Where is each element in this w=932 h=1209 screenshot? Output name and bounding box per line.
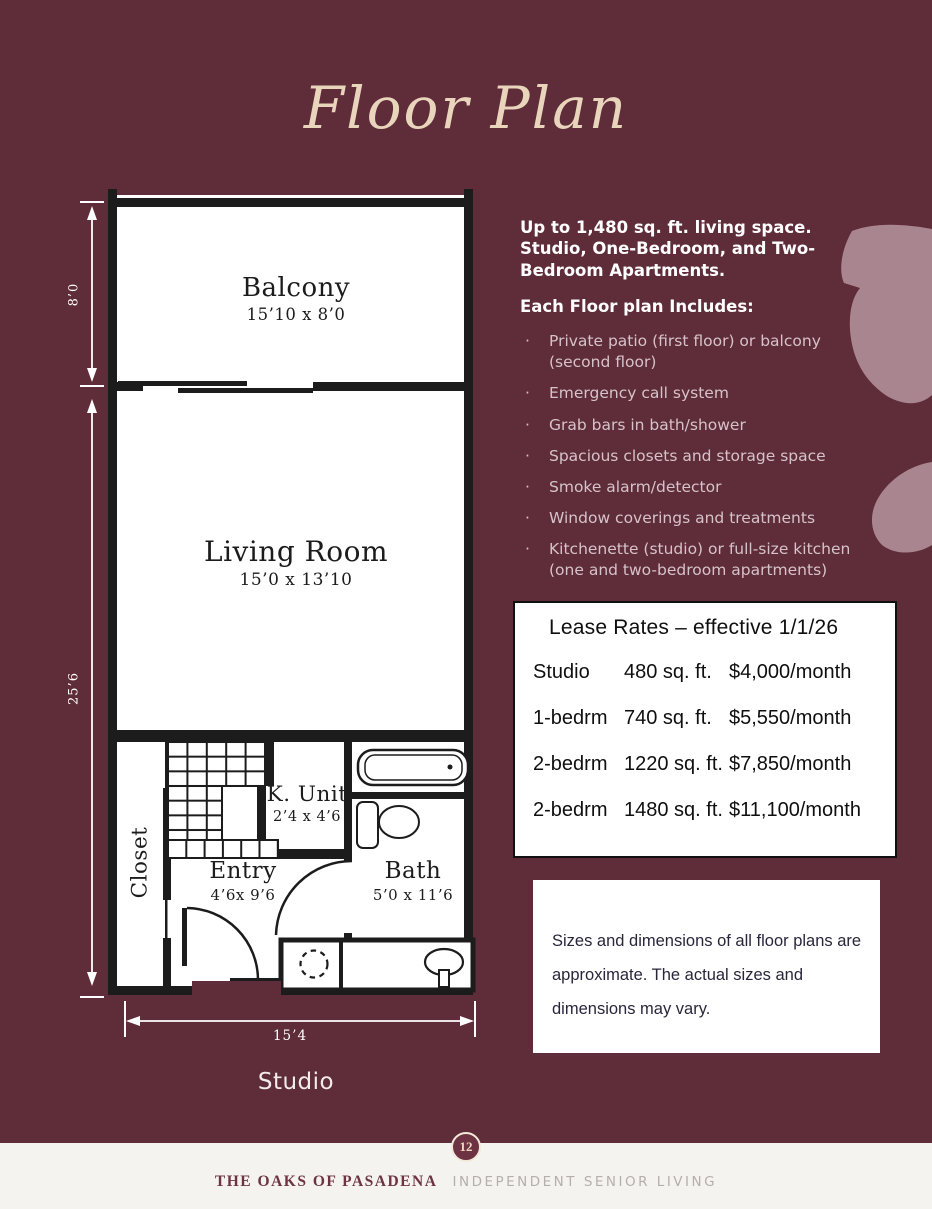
feature-item-label: Emergency call system bbox=[549, 384, 729, 403]
feature-item bbox=[520, 508, 872, 529]
lease-rate-row bbox=[533, 707, 895, 730]
lease-rates-box bbox=[513, 601, 897, 858]
bathtub-icon bbox=[358, 750, 468, 785]
dim-overall-width: 15’4 bbox=[272, 1028, 308, 1044]
lease-rate-row bbox=[533, 799, 895, 822]
room-entry: Entry 4’6x 9’6 bbox=[209, 858, 277, 904]
feature-item-label: Smoke alarm/detector bbox=[549, 477, 722, 496]
intro-heading: Up to 1,480 sq. ft. living space. Studio, One-Bedroom, and Two-Bedroom Apartments. bbox=[520, 218, 816, 280]
feature-item bbox=[520, 383, 872, 404]
footer bbox=[0, 1171, 932, 1191]
bullet-dot-icon: · bbox=[525, 332, 530, 351]
disclaimer-box bbox=[533, 880, 880, 1053]
bullet-dot-icon: · bbox=[525, 539, 530, 558]
vanity-counter bbox=[281, 940, 473, 990]
dim-overall-depth: 25’6 bbox=[66, 672, 82, 705]
lease-rate-row bbox=[533, 753, 895, 776]
lease-unit-type: Studio bbox=[533, 661, 590, 683]
feature-item-label: Window coverings and treatments bbox=[549, 508, 816, 527]
feature-item bbox=[520, 415, 872, 436]
lease-unit-size: 740 sq. ft. bbox=[624, 707, 712, 729]
lease-unit-price: $7,850/month bbox=[729, 753, 852, 775]
feature-item bbox=[520, 539, 872, 581]
room-living-room: Living Room 15’0 x 13’10 bbox=[203, 535, 389, 590]
dim-balcony-depth: 8’0 bbox=[66, 282, 82, 307]
footer-brand: THE OAKS OF PASADENA bbox=[214, 1173, 438, 1190]
lease-unit-type: 2-bedrm bbox=[533, 799, 608, 821]
bullet-dot-icon: · bbox=[525, 446, 530, 465]
page-title: Floor Plan bbox=[303, 74, 629, 142]
plan-caption: Studio bbox=[257, 1069, 335, 1095]
lease-rates-table bbox=[533, 661, 895, 822]
faucet-icon bbox=[439, 970, 449, 987]
threshold-line bbox=[230, 978, 281, 981]
feature-item-label: Private patio (first floor) or balcony (second floor) bbox=[549, 332, 821, 372]
footer-tagline: INDEPENDENT SENIOR LIVING bbox=[452, 1174, 718, 1190]
floor-plan bbox=[60, 185, 480, 1105]
lease-unit-price: $11,100/month bbox=[729, 799, 861, 821]
lease-unit-type: 2-bedrm bbox=[533, 753, 608, 775]
feature-item-label: Grab bars in bath/shower bbox=[549, 415, 746, 434]
page-number-badge: 12 bbox=[451, 1132, 481, 1162]
lease-unit-price: $5,550/month bbox=[729, 707, 852, 729]
feature-item bbox=[520, 331, 872, 373]
feature-list bbox=[520, 331, 872, 581]
door-opening bbox=[192, 981, 281, 995]
feature-item bbox=[520, 477, 872, 498]
feature-item bbox=[520, 446, 872, 467]
lease-unit-size: 480 sq. ft. bbox=[624, 661, 712, 683]
intro-section bbox=[520, 217, 888, 591]
lease-unit-size: 1220 sq. ft. bbox=[624, 753, 723, 775]
disclaimer-text: Sizes and dimensions of all floor plans are approximate. The actual sizes and dimensions may vary. bbox=[552, 932, 862, 1018]
lease-unit-price: $4,000/month bbox=[729, 661, 852, 683]
lease-unit-type: 1-bedrm bbox=[533, 707, 608, 729]
room-closet: Closet bbox=[127, 826, 153, 899]
feature-item-label: Spacious closets and storage space bbox=[549, 446, 826, 465]
room-bath: Bath 5’0 x 11’6 bbox=[372, 858, 454, 904]
lease-unit-size: 1480 sq. ft. bbox=[624, 799, 723, 821]
lease-rates-title: Lease Rates – effective 1/1/26 bbox=[549, 616, 839, 639]
bullet-dot-icon: · bbox=[525, 384, 530, 403]
bullet-dot-icon: · bbox=[525, 508, 530, 527]
intro-subheading: Each Floor plan Includes: bbox=[520, 297, 754, 317]
room-balcony: Balcony 15’10 x 8’0 bbox=[241, 273, 351, 324]
room-k-unit: K. Unit 2’4 x 4’6 bbox=[266, 782, 348, 825]
feature-item-label: Kitchenette (studio) or full-size kitchen (one and two-bedroom apartments) bbox=[549, 539, 851, 579]
bullet-dot-icon: · bbox=[525, 415, 530, 434]
lease-rate-row bbox=[533, 661, 895, 684]
bullet-dot-icon: · bbox=[525, 477, 530, 496]
